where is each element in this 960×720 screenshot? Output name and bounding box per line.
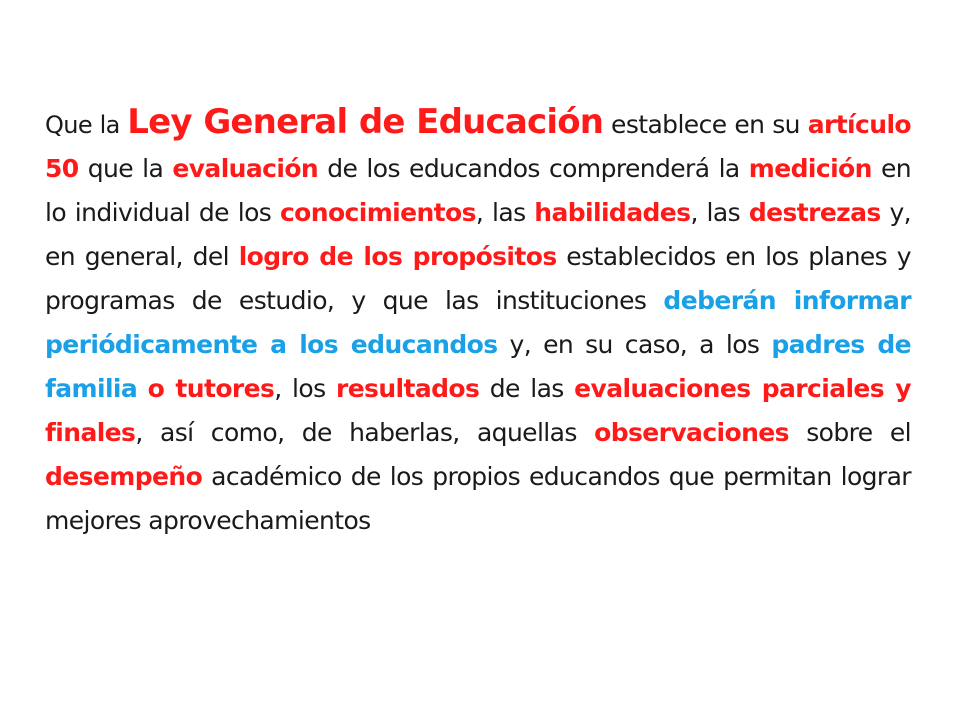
text-segment: y, en su caso, a los — [497, 330, 772, 359]
text-segment: Que la — [45, 111, 128, 139]
text-segment: y, en general, del — [45, 198, 911, 271]
highlight-resultados: resultados — [335, 374, 480, 403]
highlight-padres-de-familia: padres de familia — [45, 330, 912, 403]
text-segment: , los — [274, 374, 336, 403]
highlight-destrezas: destrezas — [748, 198, 881, 227]
highlight-medicion: medición — [748, 154, 872, 183]
text-segment: de los educandos comprenderá la — [318, 154, 749, 183]
text-segment — [137, 374, 147, 403]
text-segment: sobre el — [788, 418, 911, 447]
text-segment: de las — [479, 374, 575, 403]
highlight-observaciones: observaciones — [594, 418, 789, 447]
highlight-desempeno: desempeño — [45, 462, 203, 491]
text-segment: establecidos en los planes y programas de estudio, y que las instituciones — [45, 242, 911, 315]
text-segment: que la — [78, 154, 173, 183]
text-segment: , así como, de haberlas, aquellas — [135, 418, 595, 447]
text-segment: en lo individual de los — [45, 154, 911, 227]
highlight-ley-general-de-educacion: Ley General de Educación — [127, 102, 604, 142]
text-segment: , las — [475, 198, 535, 227]
highlight-evaluaciones-parciales-y-finales: evaluaciones parciales y finales — [45, 374, 911, 447]
highlight-evaluacion: evaluación — [172, 154, 319, 183]
highlight-o-tutores: o tutores — [147, 374, 275, 403]
text-segment: establece en su — [603, 110, 808, 139]
slide-body-text — [45, 100, 911, 543]
text-segment: , las — [690, 198, 749, 227]
highlight-logro-de-los-propositos: logro de los propósitos — [238, 242, 557, 271]
text-segment: académico de los propios educandos que permitan lograr mejores aprovechamientos — [45, 462, 911, 535]
highlight-conocimientos: conocimientos — [279, 198, 476, 227]
highlight-deberan-informar: deberán informar periódicamente a los educandos — [45, 286, 911, 359]
highlight-articulo-50: artículo 50 — [45, 110, 911, 183]
highlight-habilidades: habilidades — [534, 198, 691, 227]
